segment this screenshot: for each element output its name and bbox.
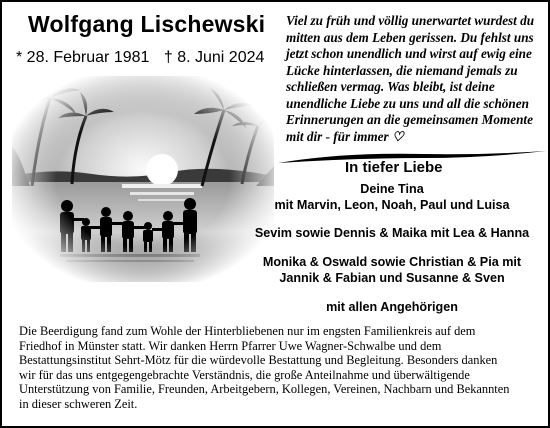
text-line: Die Beerdigung fand zum Wohle der Hinterbliebenen nur im engsten Familienkreis auf dem: [19, 324, 476, 338]
deceased-name: Wolfgang Lischewski: [28, 11, 266, 37]
poem-line: Lücke hinterlassen, die niemand jemals zu: [286, 62, 518, 78]
memorial-poem: [286, 13, 548, 145]
poem-line: mitten aus dem Leben gerissen. Du fehlst uns: [286, 29, 534, 45]
family-line: Monika & Oswald sowie Christian & Pia mit: [262, 255, 522, 269]
text-line: in dieser schweren Zeit.: [19, 396, 138, 411]
text-line: Friedhof in Münster statt. Wir danken Herrn Pfarrer Uwe Wagner-Schwalbe und dem: [19, 338, 442, 353]
text-line: Bestattungsinstitut Sehrt-Mötz für die würdevolle Bestattung und Begleitung. Besonders danken: [19, 353, 498, 368]
family-group: [250, 226, 534, 242]
poem-line: unendliche Liebe zu uns und all die schönen: [286, 95, 529, 111]
family-group: [250, 300, 534, 316]
section-heading: In tiefer Liebe: [345, 159, 443, 176]
life-dates: [16, 49, 264, 67]
funeral-info-text: [19, 324, 539, 412]
poem-line: jetzt schon unendlich und wirst auf ewig eine: [286, 46, 532, 61]
poem-line: schließen vermag. Was bleibt, ist deine: [286, 79, 495, 94]
family-group: [250, 182, 534, 213]
poem-line: mit dir - für immer ♡: [286, 128, 404, 144]
poem-line: Erinnerungen an die gemeinsamen Momente: [286, 112, 533, 127]
poem-line: Viel zu früh und völlig unerwartet wurdest du: [286, 13, 535, 28]
family-line: mit allen Angehörigen: [326, 300, 458, 314]
family-line: mit Marvin, Leon, Noah, Paul und Luisa: [274, 197, 510, 212]
text-line: Unterstützung von Familie, Freunden, Arbeitgebern, Kollegen, Vereinen, Nachbarn und Bekannten: [19, 382, 510, 397]
family-group: [250, 255, 534, 286]
death-date: † 8. Juni 2024: [163, 49, 265, 66]
family-line: Jannik & Fabian und Susanne & Sven: [279, 270, 505, 285]
birth-date: * 28. Februar 1981: [16, 49, 150, 66]
family-line: Sevim sowie Dennis & Maika mit Lea & Hanna: [254, 226, 530, 240]
family-sunset-photo: [12, 76, 274, 282]
family-line: Deine Tina: [360, 182, 424, 196]
text-line: wir für das uns entgegengebrachte Verständnis, die große Anteilnahme und überwältigende: [19, 367, 470, 382]
